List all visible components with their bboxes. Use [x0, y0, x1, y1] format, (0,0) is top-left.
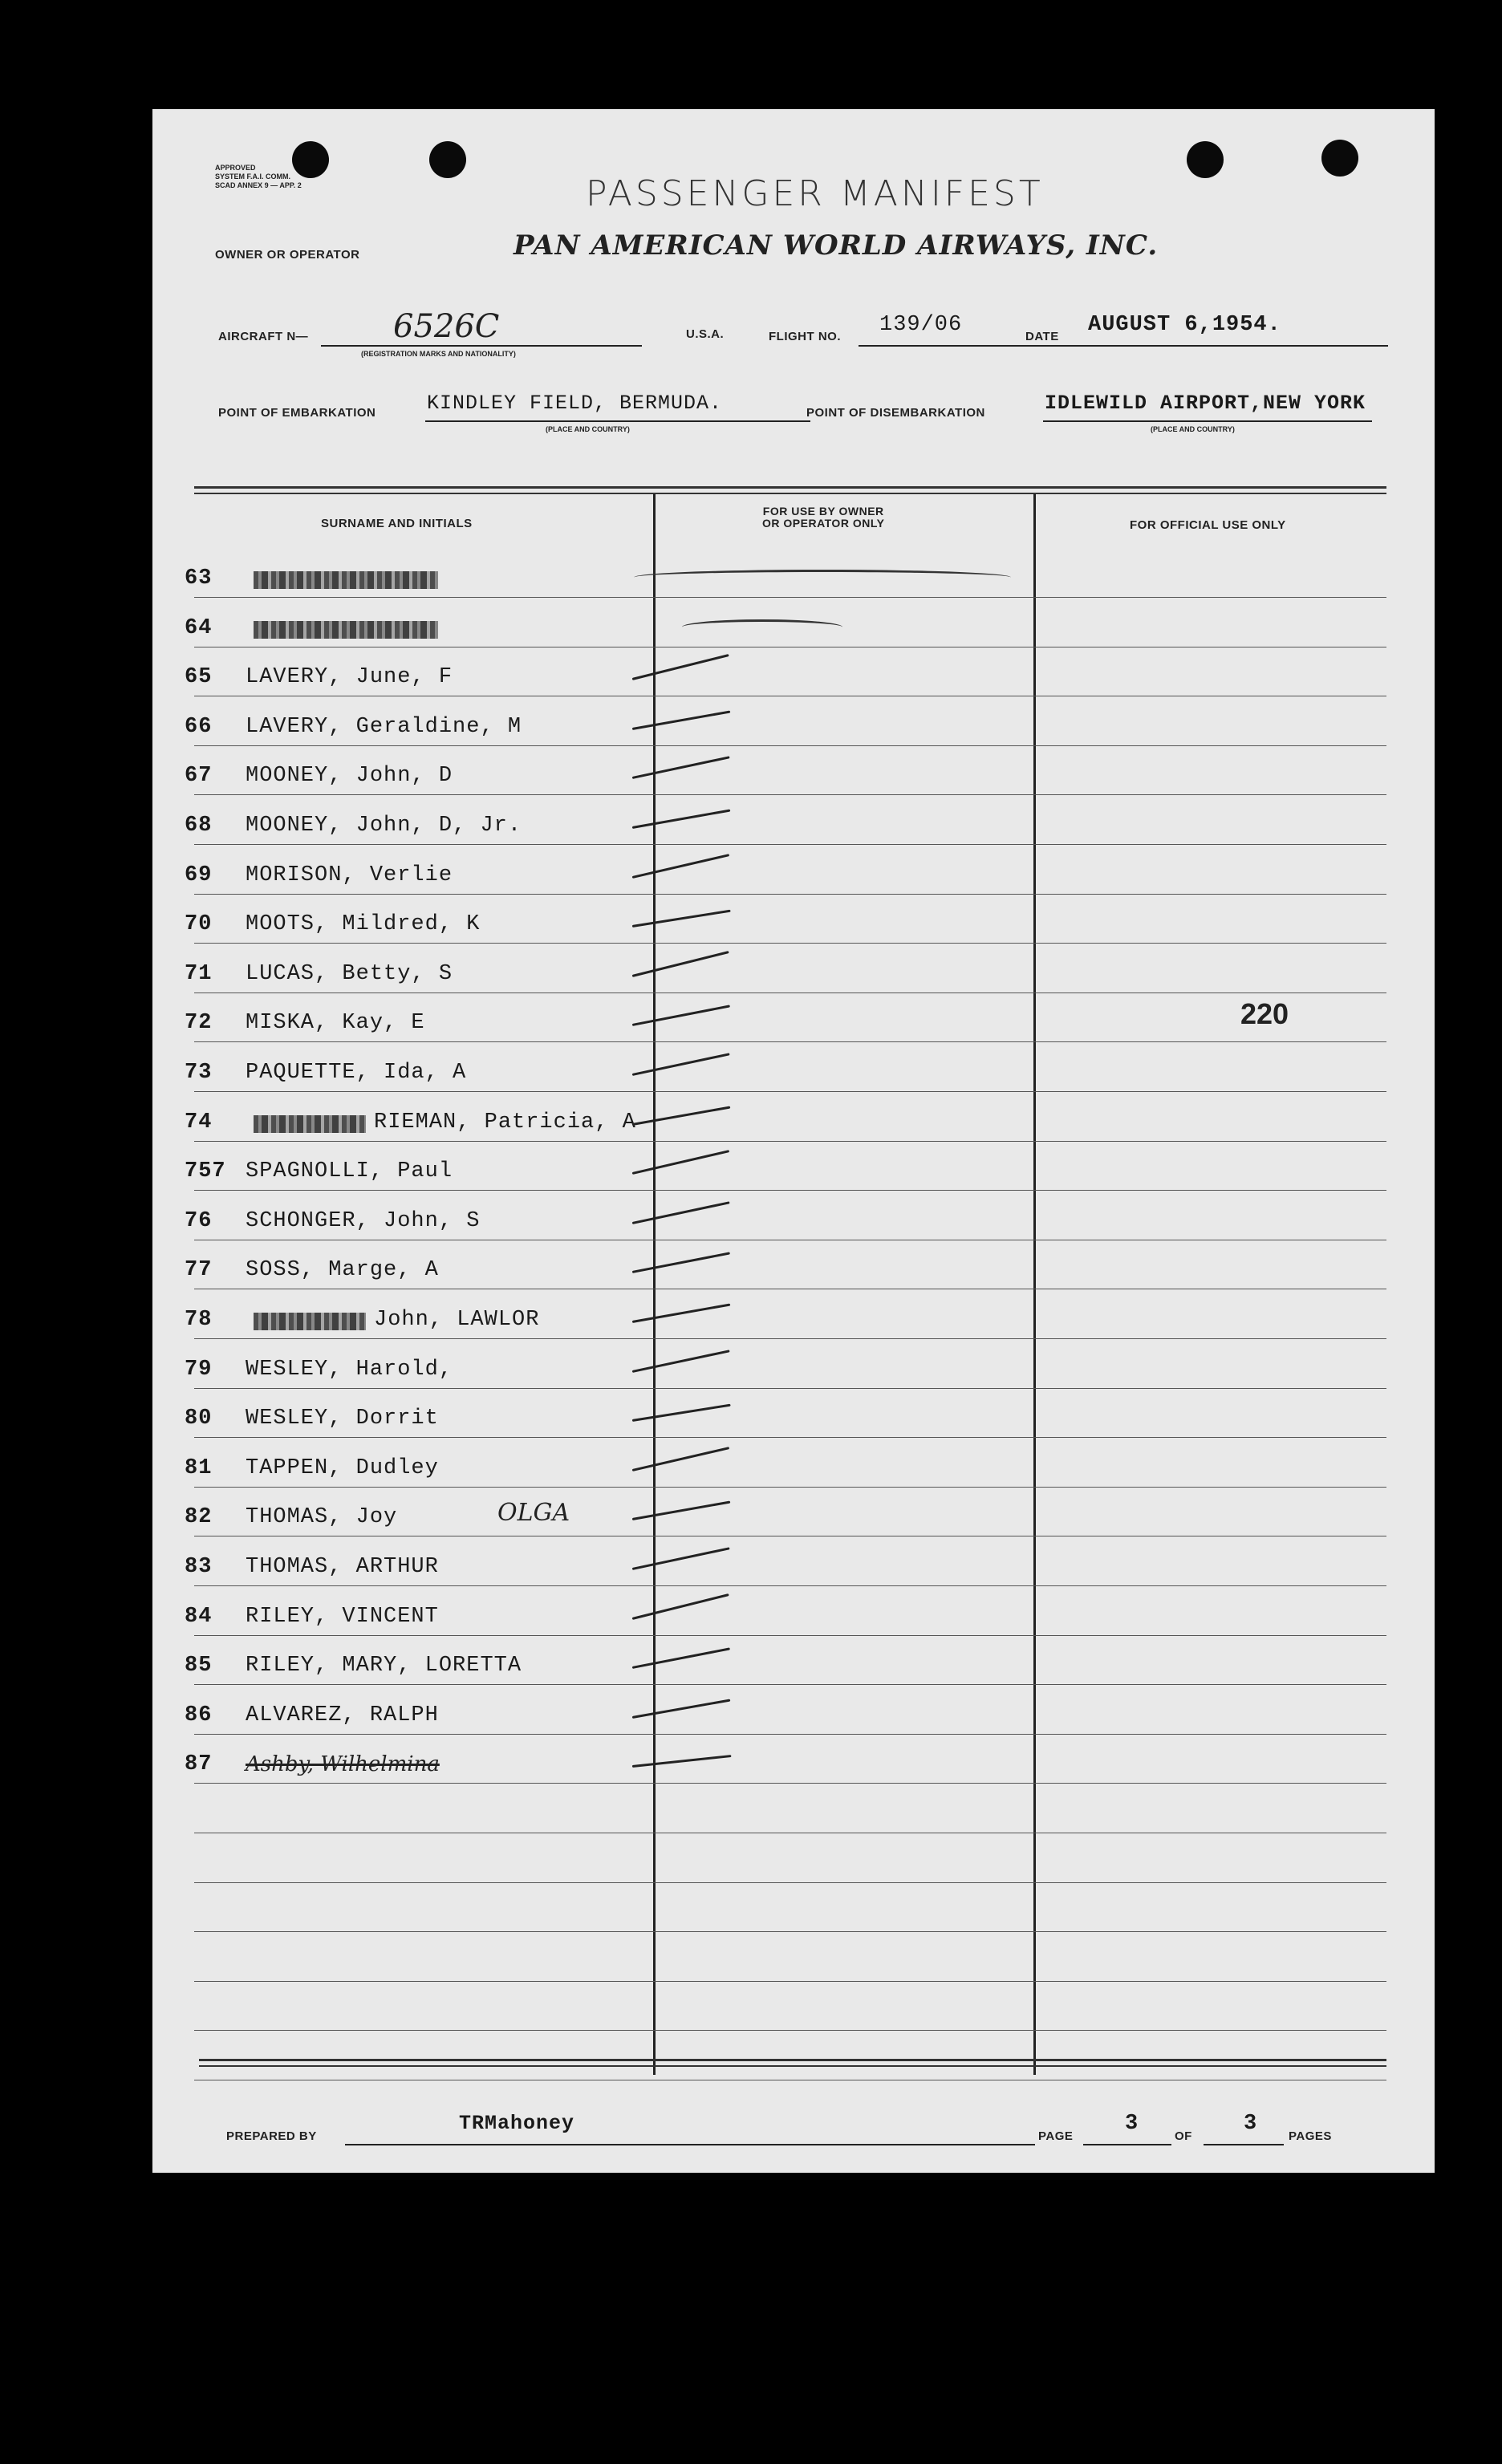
row-rule: [194, 1141, 1386, 1142]
owner-label: OWNER OR OPERATOR: [215, 248, 360, 262]
redaction-mark: [254, 1115, 366, 1133]
row-number: 69: [185, 863, 213, 887]
passenger-name: TAPPEN, Dudley: [246, 1456, 439, 1480]
col-header-official: FOR OFFICIAL USE ONLY: [1130, 518, 1286, 532]
disembark-value: IDLEWILD AIRPORT,NEW YORK: [1045, 392, 1366, 415]
row-number: 72: [185, 1011, 213, 1035]
punch-hole: [1187, 141, 1224, 178]
check-stroke: [632, 809, 731, 828]
row-number: 757: [185, 1159, 226, 1183]
row-number: 74: [185, 1110, 213, 1135]
col-header-line: OR OPERATOR ONLY: [762, 517, 885, 530]
row-number: 87: [185, 1752, 213, 1776]
row-number: 64: [185, 616, 213, 640]
aircraft-value: 6526C: [393, 308, 500, 345]
row-number: 65: [185, 665, 213, 689]
owner-name: PAN AMERICAN WORLD AIRWAYS, INC.: [514, 229, 1159, 262]
row-rule: [194, 1882, 1386, 1883]
row-number: 82: [185, 1505, 213, 1529]
passenger-name: ALVAREZ, RALPH: [246, 1703, 439, 1727]
check-stroke: [632, 1404, 731, 1422]
row-rule: [194, 1338, 1386, 1339]
check-stroke: [632, 910, 731, 928]
row-rule: [194, 1190, 1386, 1191]
manifest-sheet: [152, 109, 1435, 2173]
passenger-name: Ashby, Wilhelmina: [246, 1752, 440, 1776]
passenger-name: SOSS, Marge, A: [246, 1258, 439, 1282]
row-rule: [194, 1981, 1386, 1982]
check-stroke: [632, 1150, 729, 1175]
column-divider: [1033, 494, 1036, 2075]
prepared-value: TRMahoney: [459, 2112, 575, 2135]
row-rule: [194, 1388, 1386, 1389]
embark-value: KINDLEY FIELD, BERMUDA.: [427, 392, 723, 415]
passenger-name: PAQUETTE, Ida, A: [246, 1061, 467, 1085]
row-number: 85: [185, 1654, 213, 1678]
check-stroke: [632, 1755, 732, 1768]
check-stroke: [632, 1303, 731, 1322]
row-number: 66: [185, 715, 213, 739]
check-stroke: [632, 756, 730, 779]
check-stroke: [632, 1547, 730, 1570]
check-stroke: [632, 1699, 731, 1718]
table-bottom-rule: [199, 2065, 1386, 2067]
date-value: AUGUST 6,1954.: [1088, 313, 1281, 337]
row-number: 68: [185, 814, 213, 838]
disembark-underline: [1043, 420, 1372, 422]
aircraft-label: AIRCRAFT N—: [218, 330, 309, 343]
passenger-name: MOOTS, Mildred, K: [246, 912, 481, 936]
row-number: 81: [185, 1456, 213, 1480]
prepared-label: PREPARED BY: [226, 2129, 317, 2143]
passenger-name: WESLEY, Harold,: [246, 1358, 453, 1382]
place-note: (PLACE AND COUNTRY): [546, 425, 630, 433]
approval-note: [215, 164, 302, 190]
check-stroke: [632, 854, 729, 879]
date-underline: [1083, 345, 1388, 347]
row-number: 80: [185, 1407, 213, 1431]
row-number: 83: [185, 1555, 213, 1579]
scribble-mark: [634, 570, 1011, 585]
page-value: 3: [1125, 2112, 1139, 2136]
row-number: 84: [185, 1605, 213, 1629]
col-header-line: FOR USE BY OWNER: [762, 505, 884, 518]
passenger-name: MISKA, Kay, E: [246, 1011, 425, 1035]
row-number: 67: [185, 764, 213, 788]
col-header-surname: SURNAME AND INITIALS: [321, 517, 473, 530]
passenger-name: MORISON, Verlie: [246, 863, 453, 887]
passenger-name: LAVERY, June, F: [246, 665, 453, 689]
check-stroke: [632, 1005, 730, 1026]
passenger-name: John, LAWLOR: [374, 1308, 540, 1332]
embark-underline: [425, 420, 810, 422]
prepared-underline: [345, 2144, 1035, 2145]
embark-label: POINT OF EMBARKATION: [218, 406, 376, 420]
passenger-name: LUCAS, Betty, S: [246, 962, 453, 986]
row-rule: [194, 1437, 1386, 1438]
row-rule: [194, 894, 1386, 895]
passenger-name: SCHONGER, John, S: [246, 1209, 481, 1233]
passenger-name: RILEY, MARY, LORETTA: [246, 1654, 522, 1678]
row-rule: [194, 1684, 1386, 1685]
check-stroke: [632, 1252, 730, 1273]
row-rule: [194, 745, 1386, 746]
disembark-label: POINT OF DISEMBARKATION: [806, 406, 985, 420]
of-value: 3: [1244, 2112, 1258, 2136]
usa-label: U.S.A.: [686, 327, 725, 341]
approval-line: SCAD ANNEX 9 — APP. 2: [215, 181, 302, 189]
column-divider: [653, 494, 656, 2075]
check-stroke: [632, 1053, 730, 1076]
row-rule: [194, 1091, 1386, 1092]
place-note: (PLACE AND COUNTRY): [1151, 425, 1235, 433]
check-stroke: [632, 1500, 731, 1520]
row-rule: [194, 1585, 1386, 1586]
passenger-name: LAVERY, Geraldine, M: [246, 715, 522, 739]
col-header-owner-use: [762, 505, 884, 530]
row-number: 78: [185, 1308, 213, 1332]
table-top-rule: [194, 486, 1386, 489]
passenger-name: RIEMAN, Patricia, A: [374, 1110, 636, 1135]
check-stroke: [632, 1350, 730, 1373]
row-rule: [194, 1635, 1386, 1636]
page-underline: [1083, 2144, 1171, 2145]
row-rule: [194, 844, 1386, 845]
passenger-name: WESLEY, Dorrit: [246, 1407, 439, 1431]
of-underline: [1204, 2144, 1284, 2145]
row-rule: [194, 2030, 1386, 2031]
row-rule: [194, 1931, 1386, 1932]
row-rule: [194, 597, 1386, 598]
form-title: PASSENGER MANIFEST: [586, 173, 1044, 214]
scribble-mark: [682, 619, 842, 635]
row-rule: [194, 1487, 1386, 1488]
passenger-name: MOONEY, John, D: [246, 764, 453, 788]
redaction-mark: [254, 621, 438, 639]
redaction-mark: [254, 1313, 366, 1330]
check-stroke: [632, 1106, 731, 1125]
passenger-name: RILEY, VINCENT: [246, 1605, 439, 1629]
passenger-name: SPAGNOLLI, Paul: [246, 1159, 453, 1183]
registration-note: (REGISTRATION MARKS AND NATIONALITY): [361, 350, 516, 358]
punch-hole: [429, 141, 466, 178]
row-number: 63: [185, 566, 213, 591]
row-number: 70: [185, 912, 213, 936]
check-stroke: [632, 951, 729, 977]
flight-value: 139/06: [879, 313, 963, 337]
check-stroke: [632, 1647, 730, 1669]
pages-label: PAGES: [1289, 2129, 1332, 2143]
passenger-name: MOONEY, John, D, Jr.: [246, 814, 522, 838]
row-number: 73: [185, 1061, 213, 1085]
row-number: 71: [185, 962, 213, 986]
row-rule: [194, 943, 1386, 944]
of-label: OF: [1175, 2129, 1192, 2143]
aircraft-underline: [321, 345, 642, 347]
date-label: DATE: [1025, 330, 1059, 343]
punch-hole: [1321, 140, 1358, 177]
official-note: 220: [1240, 997, 1289, 1030]
row-rule: [194, 1734, 1386, 1735]
row-rule: [194, 794, 1386, 795]
row-number: 77: [185, 1258, 213, 1282]
handwritten-correction: OLGA: [497, 1499, 570, 1527]
row-number: 76: [185, 1209, 213, 1233]
row-number: 86: [185, 1703, 213, 1727]
flight-label: FLIGHT NO.: [769, 330, 841, 343]
passenger-name: THOMAS, ARTHUR: [246, 1555, 439, 1579]
row-rule: [194, 1783, 1386, 1784]
approval-line: APPROVED: [215, 164, 256, 172]
check-stroke: [632, 710, 731, 729]
passenger-name: THOMAS, Joy: [246, 1505, 398, 1529]
check-stroke: [632, 1201, 730, 1224]
redaction-mark: [254, 571, 438, 589]
table-bottom-rule: [199, 2059, 1386, 2061]
check-stroke: [632, 1447, 729, 1471]
check-stroke: [632, 654, 729, 680]
check-stroke: [632, 1593, 729, 1620]
row-rule: [194, 1041, 1386, 1042]
row-number: 79: [185, 1358, 213, 1382]
approval-line: SYSTEM F.A.I. COMM.: [215, 173, 291, 181]
page-label: PAGE: [1038, 2129, 1074, 2143]
table-top-rule: [194, 493, 1386, 494]
